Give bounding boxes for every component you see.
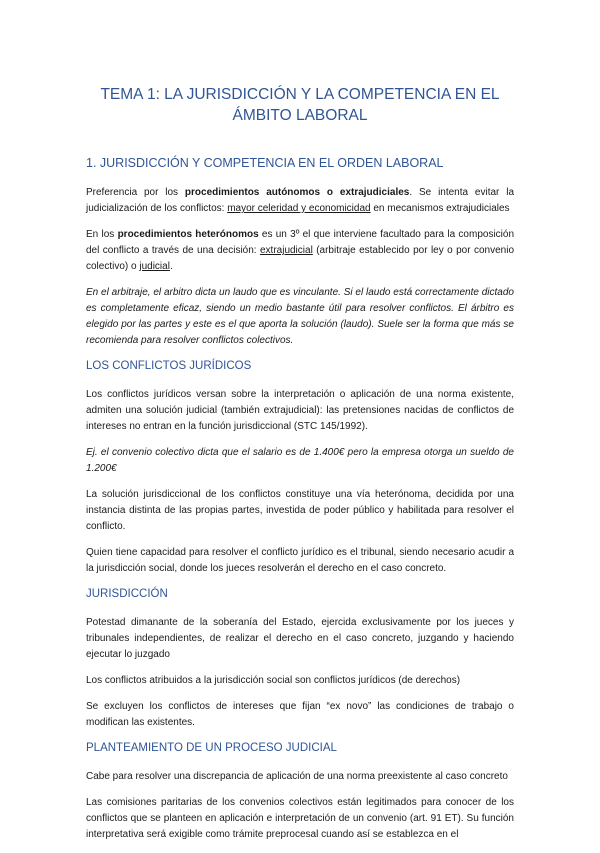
underlined-term: extrajudicial xyxy=(259,245,313,256)
paragraph-preferencia xyxy=(86,185,514,217)
document-title: TEMA 1: LA JURISDICCIÓN Y LA COMPETENCIA EN EL ÁMBITO LABORAL xyxy=(100,86,500,124)
bold-term: procedimientos heterónomos xyxy=(117,229,259,240)
paragraph-arbitraje: En el arbitraje, el arbitro dicta un laudo que es vinculante. Si el laudo está correctamente dictado es completamente eficaz, siendo un medio bastante útil para resolver conflictos. El árbitro es elegido por las partes y este es el que aporta la solución (laudo). Suele ser la forma que más se recomienda para resolver conflictos colectivos. xyxy=(86,287,514,346)
text-run: . xyxy=(169,261,173,272)
paragraph-solucion-jurisdiccional: La solución jurisdiccional de los conflictos constituye una vía heterónoma, decidida por una instancia distinta de las propias partes, investida de poder público y habilitada para resolver el conflicto. xyxy=(86,489,514,532)
paragraph-conflictos-juridicos: Los conflictos jurídicos versan sobre la interpretación o aplicación de una norma existente, admiten una solución judicial (también extrajudicial): las pretensiones nacidas de conflictos de intereses no entran en la función jurisdiccional (STC 145/1992). xyxy=(86,389,514,432)
section-heading-planteamiento: PLANTEAMIENTO DE UN PROCESO JUDICIAL xyxy=(86,742,337,754)
paragraph-ejemplo: Ej. el convenio colectivo dicta que el salario es de 1.400€ pero la empresa otorga un sueldo de 1.200€ xyxy=(86,447,514,474)
text-run: (arbitraje establecido por ley o por convenio colectivo) o xyxy=(86,245,515,272)
text-run: . Se intenta evitar la judicialización de los conflictos: xyxy=(86,187,515,214)
paragraph-comisiones-paritarias: Las comisiones paritarias de los convenios colectivos están legitimados para conocer de los conflictos que se planteen en aplicación e interpretación de un convenio (art. 91 ET). Su función interpretativa será exigible como trámite preprocesal cuando así se establezca en el xyxy=(86,797,514,840)
document-page xyxy=(86,84,514,853)
text-run: Preferencia por los xyxy=(86,187,185,198)
paragraph-heteronomos xyxy=(86,227,514,275)
paragraph-potestad: Potestad dimanante de la soberanía del Estado, ejercida exclusivamente por los jueces y tribunales independientes, de realizar el derecho en el caso concreto, juzgando y haciendo ejecutar lo juzgado xyxy=(86,617,514,660)
paragraph-excluyen: Se excluyen los conflictos de intereses que fijan “ex novo” las condiciones de trabajo o modifican las existentes. xyxy=(86,701,514,728)
underlined-term: judicial xyxy=(139,261,170,272)
text-run: es un 3º el que interviene facultado para la composición del conflicto a través de una decisión: xyxy=(86,229,515,256)
bold-term: procedimientos autónomos o extrajudiciales xyxy=(184,187,410,198)
paragraph-cabe: Cabe para resolver una discrepancia de aplicación de una norma preexistente al caso concreto xyxy=(86,771,508,782)
section-heading-conflictos-juridicos: LOS CONFLICTOS JURÍDICOS xyxy=(86,360,252,372)
section-heading-jurisdiccion-competencia: 1. JURISDICCIÓN Y COMPETENCIA EN EL ORDEN LABORAL xyxy=(86,156,444,170)
paragraph-tribunal: Quien tiene capacidad para resolver el conflicto jurídico es el tribunal, siendo necesario acudir a la jurisdicción social, donde los jueces resolverán el derecho en el caso concreto. xyxy=(86,547,514,574)
section-heading-jurisdiccion: JURISDICCIÓN xyxy=(86,588,168,600)
text-run: En los xyxy=(86,229,118,240)
text-run: en mecanismos extrajudiciales xyxy=(370,203,510,214)
paragraph-conflictos-atribuidos: Los conflictos atribuidos a la jurisdicción social son conflictos jurídicos (de derechos) xyxy=(86,675,461,686)
underlined-term: mayor celeridad y economicidad xyxy=(227,203,371,214)
